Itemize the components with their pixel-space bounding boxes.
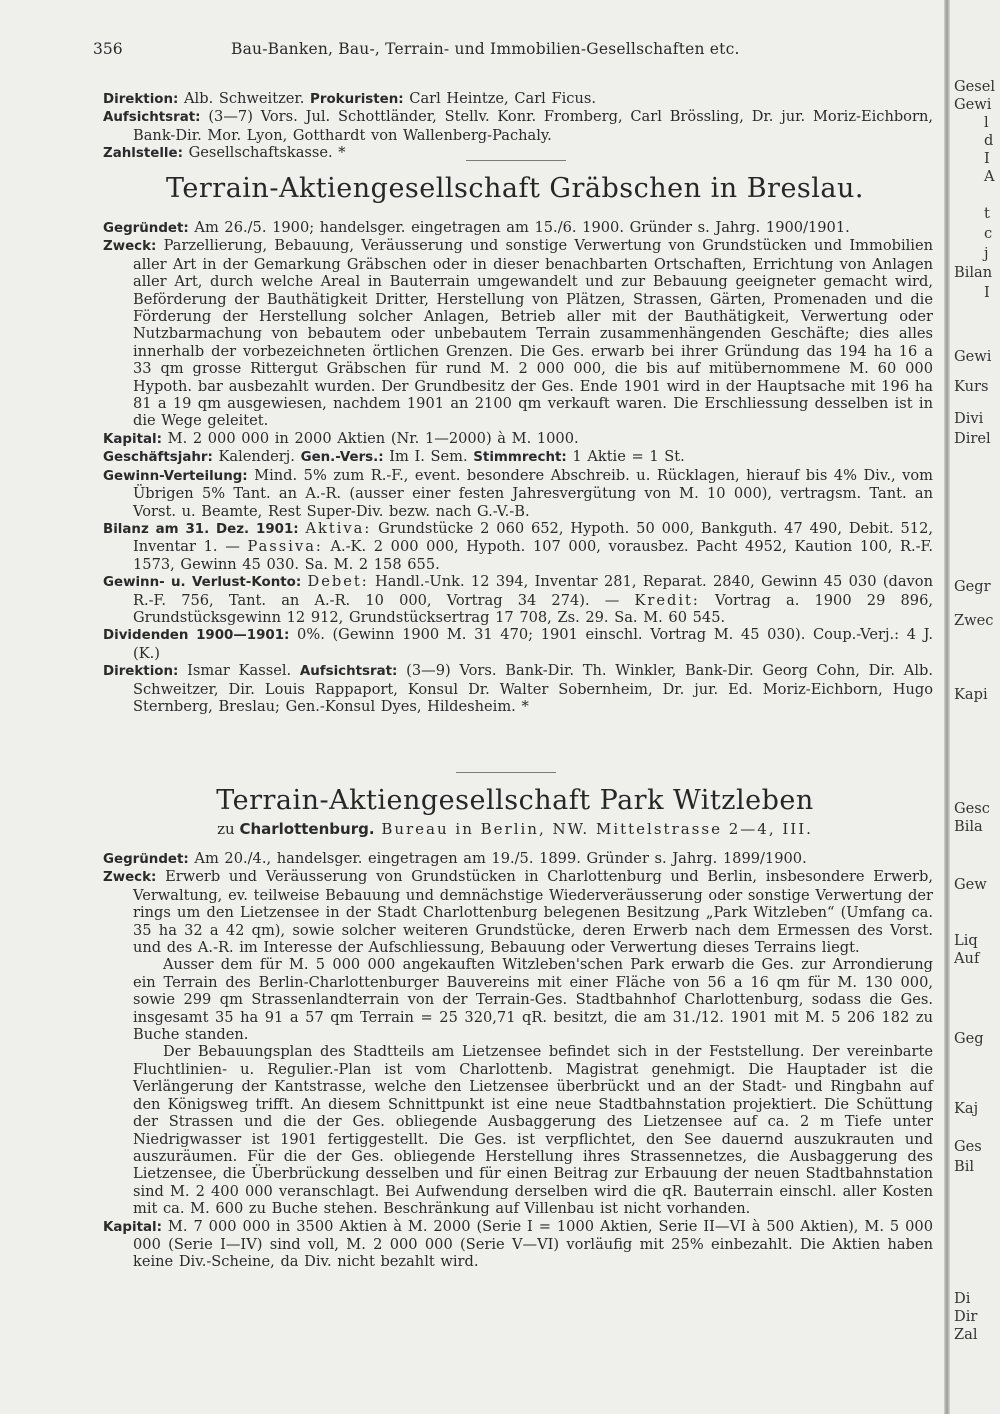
edge-fragment: Gesc xyxy=(954,800,990,817)
facing-page-edge xyxy=(954,0,1000,1414)
zweck-paragraph: Zweck: Erwerb und Veräusserung von Grundstücken in Charlottenburg und Berlin, insbesondere Erwerb, Verwaltung, ev. teilweise Bebauung und demnächstige Wiederveräusserung oder sonstige Verwertung der rings um den Lietzensee in der Stadt Charlottenburg belegenen Besitzung „Park Witzleben“ (Umfang ca. 35 ha 32 a 42 qm), sowie solcher weiteren Grundstücke, deren Erwerb nach dem Ermessen des Vorst. und des A.-R. im Interesse der Aufschliessung, Bebauung oder Verwertung dieses Terrains liegt. xyxy=(103,868,933,957)
edge-fragment: Gewi xyxy=(954,96,992,113)
edge-fragment: l xyxy=(984,114,989,131)
geschaeftsjahr-line: Geschäftsjahr: Kalenderj. Gen.-Vers.: Im I. Sem. Stimmrecht: 1 Aktie = 1 St. xyxy=(103,448,685,466)
gegruendet-line: Gegründet: Am 20./4., handelsger. eingetragen am 19./5. 1899. Gründer s. Jahrg. 1899/1900. xyxy=(103,850,807,867)
edge-fragment: Kaj xyxy=(954,1100,979,1117)
section-divider xyxy=(456,772,556,773)
edge-fragment: t xyxy=(984,205,990,222)
edge-fragment: I xyxy=(984,284,990,301)
dividenden-paragraph: Dividenden 1900—1901: 0%. (Gewinn 1900 M. 31 470; 1901 einschl. Vortrag M. 45 030). Coup.-Verj.: 4 J. (K.) xyxy=(103,626,934,662)
edge-fragment: Zwec xyxy=(954,612,994,629)
edge-fragment: Auf xyxy=(954,950,980,967)
gewinn-verlust-paragraph: Gewinn- u. Verlust-Konto: Debet: Handl.-Unk. 12 394, Inventar 281, Reparat. 2840, Gewinn 45 030 (davon R.-F. 756, Tant. an A.-R. 10 000, Vortrag 34 274). — Kredit: Vortrag a. 1900 29 896, Grundstücksgewinn 12 912, Grundstücksertrag 17 708, Zs. 29. Sa. M. 60 545. xyxy=(103,573,933,626)
section-divider xyxy=(466,160,566,161)
bebauungsplan-paragraph: Der Bebauungsplan des Stadtteils am Lietzensee befindet sich in der Feststellung. Der vereinbarte Fluchtlinien- u. Regulier.-Plan ist vom Charlottenb. Magistrat genehmigt. Die Hauptader ist die Verlängerung der Kantstrasse, welche den Lietzensee überbrückt und an der Stadt- und Ringbahn auf den Königsweg trifft. An diesem Schnittpunkt ist eine neue Stadtbahnstation projektiert. Die Schüttung der Strassen und die der Ges. obliegende Ausbaggerung des Lietzensee auf ca. 2 m Tiefe unter Niedrigwasser ist 1901 fertiggestellt. Die Ges. ist verpflichtet, den See dauernd auszukrauten und auszuräumen. Für die der Ges. obliegende Herstellung ihres Strassennetzes, die Ausbaggerung des Lietzensee, die Überbrückung desselben und für einen Beitrag zur Erbauung der neuen Stadtbahnstation sind M. 2 400 000 veranschlagt. Bei Aufwendung derselben wird die qR. Bauterrain einschl. aller Kosten mit ca. M. 600 zu Buche stehen. Beschränkung auf Villenbau ist nicht vorhanden. xyxy=(133,1043,933,1218)
edge-fragment: I xyxy=(984,150,990,167)
edge-fragment: Dir xyxy=(954,1308,978,1325)
direktion-aufsichtsrat-paragraph: Direktion: Ismar Kassel. Aufsichtsrat: (3—9) Vors. Bank-Dir. Th. Winkler, Bank-Dir. Georg Cohn, Dir. Alb. Schweitzer, Dir. Louis Rappaport, Konsul Dr. Walter Sobernheim, Dr. jur. Ed. Moriz-Eichborn, Hugo Sternberg, Breslau; Gen.-Konsul Dyes, Hildesheim. * xyxy=(103,662,933,715)
edge-fragment: A xyxy=(984,168,995,185)
zweck-paragraph: Zweck: Parzellierung, Bebauung, Veräusserung und sonstige Verwertung von Grundstücken und Immobilien aller Art in der Gemarkung Gräbschen oder in dieser benachbarten Ortschaften, Errichtung von Anlagen aller Art, durch welche Areal in Bauterrain umgewandelt und zur Bebauung geeigneter gemacht wird, Beförderung der Bauthätigkeit Dritter, Herstellung von Plätzen, Strassen, Gärten, Promenaden und die Förderung der Herstellung solcher Anlagen, Betrieb aller mit der Bauthätigkeit, Verwertung oder Nutzbarmachung von bebautem oder unbebautem Terrain zusammenhängenden Geschäfte; dies alles innerhalb der vorbezeichneten örtlichen Grenzen. Die Ges. erwarb bei ihrer Gründung das 194 ha 16 a 33 qm grosse Rittergut Gräbschen für rund M. 2 000 000, die bis auf mitübernommene M. 60 000 Hypoth. bar ausbezahlt wurden. Der Grundbesitz der Ges. Ende 1901 wird in der Hauptsache mit 196 ha 81 a 19 qm ausgewiesen, nachdem 1901 an 2100 qm verkauft waren. Die Erschliessung desselben ist in die Wege geleitet. xyxy=(103,237,933,430)
edge-fragment: Gegr xyxy=(954,578,991,595)
edge-fragment: Divi xyxy=(954,410,984,427)
edge-fragment: Bil xyxy=(954,1158,975,1175)
edge-fragment: c xyxy=(984,225,993,242)
aufsichtsrat-line: Aufsichtsrat: (3—7) Vors. Jul. Schottländer, Stellv. Konr. Fromberg, Carl Brössling, Dr. jur. Moriz-Eichborn, Bank-Dir. Mor. Lyon, Gotthardt von Wallenberg-Pachaly. xyxy=(103,108,933,144)
erwerb-paragraph: Ausser dem für M. 5 000 000 angekauften Witzleben'schen Park erwarb die Ges. zur Arrondierung ein Terrain des Berlin-Charlottenburger Bauvereins mit einer Fläche von 56 a 16 qm für M. 130 000, sowie 299 qm Strassenlandterrain von der Terrain-Ges. Stadtbahnhof Charlottenburg, sodass die Ges. insgesamt 35 ha 91 a 57 qm Terrain = 25 320,71 qR. besitzt, die am 31./12. 1901 mit M. 5 206 182 zu Buche standen. xyxy=(133,956,933,1044)
edge-fragment: Bila xyxy=(954,818,983,835)
edge-fragment: d xyxy=(984,132,994,149)
edge-fragment: Ges xyxy=(954,1138,982,1155)
book-gutter xyxy=(944,0,950,1414)
kapital-line: Kapital: M. 2 000 000 in 2000 Aktien (Nr. 1—2000) à M. 1000. xyxy=(103,429,579,447)
company-entry-graebschen xyxy=(103,219,933,715)
company-location-line: zu Charlottenburg. Bureau in Berlin, NW. Mittelstrasse 2—4, III. xyxy=(217,820,813,838)
running-title: Bau-Banken, Bau-, Terrain- und Immobilien-Gesellschaften etc. xyxy=(231,40,740,58)
company-entry-park-witzleben xyxy=(103,850,933,1271)
edge-fragment: Gew xyxy=(954,876,987,893)
edge-fragment: j xyxy=(984,245,989,262)
gewinn-verteilung-paragraph: Gewinn-Verteilung: Mind. 5% zum R.-F., event. besondere Abschreib. u. Rücklagen, hierauf bis 4% Div., vom Übrigen 5% Tant. an A.-R. (ausser einer festen Jahresvergütung von M. 10 000), vertragsm. Tant. an Vorst. u. Beamte, Rest Super-Div. bezw. nach G.-V.-B. xyxy=(103,466,933,520)
company-title-park-witzleben: Terrain-Aktiengesellschaft Park Witzleben xyxy=(216,785,814,816)
company-title-graebschen: Terrain-Aktiengesellschaft Gräbschen in Breslau. xyxy=(166,173,864,204)
edge-fragment: Kurs xyxy=(954,378,989,395)
edge-fragment: Liq xyxy=(954,932,978,949)
edge-fragment: Zal xyxy=(954,1326,978,1343)
gegruendet-line: Gegründet: Am 26./5. 1900; handelsger. eingetragen am 15./6. 1900. Gründer s. Jahrg. 1900/1901. xyxy=(103,219,850,236)
edge-fragment: Gewi xyxy=(954,348,992,365)
edge-fragment: Direl xyxy=(954,430,991,447)
edge-fragment: Di xyxy=(954,1290,971,1307)
edge-fragment: Geg xyxy=(954,1030,984,1047)
direktion-line: Direktion: Alb. Schweitzer. Prokuristen: Carl Heintze, Carl Ficus. xyxy=(103,90,596,107)
previous-entry-tail xyxy=(103,90,933,163)
bilanz-paragraph: Bilanz am 31. Dez. 1901: Aktiva: Grundstücke 2 060 652, Hypoth. 50 000, Bankguth. 47 490, Debit. 512, Inventar 1. — Passiva: A.-K. 2 000 000, Hypoth. 107 000, vorausbez. Pacht 4952, Kaution 100, R.-F. 1573, Gewinn 45 030. Sa. M. 2 158 655. xyxy=(103,519,934,573)
edge-fragment: Kapi xyxy=(954,686,988,703)
page-number: 356 xyxy=(93,40,123,58)
edge-fragment: Gesel xyxy=(954,78,996,95)
edge-fragment: Bilan xyxy=(954,264,993,281)
kapital-paragraph: Kapital: M. 7 000 000 in 3500 Aktien à M. 2000 (Serie I = 1000 Aktien, Serie II—VI à 500 Aktien), M. 5 000 000 (Serie I—IV) sind voll, M. 2 000 000 (Serie V—VI) vorläufig mit 25% einbezahlt. Die Aktien haben keine Div.-Scheine, da Div. nicht bezahlt wird. xyxy=(103,1217,933,1271)
zahlstelle-line: Zahlstelle: Gesellschaftskasse. * xyxy=(103,144,346,162)
